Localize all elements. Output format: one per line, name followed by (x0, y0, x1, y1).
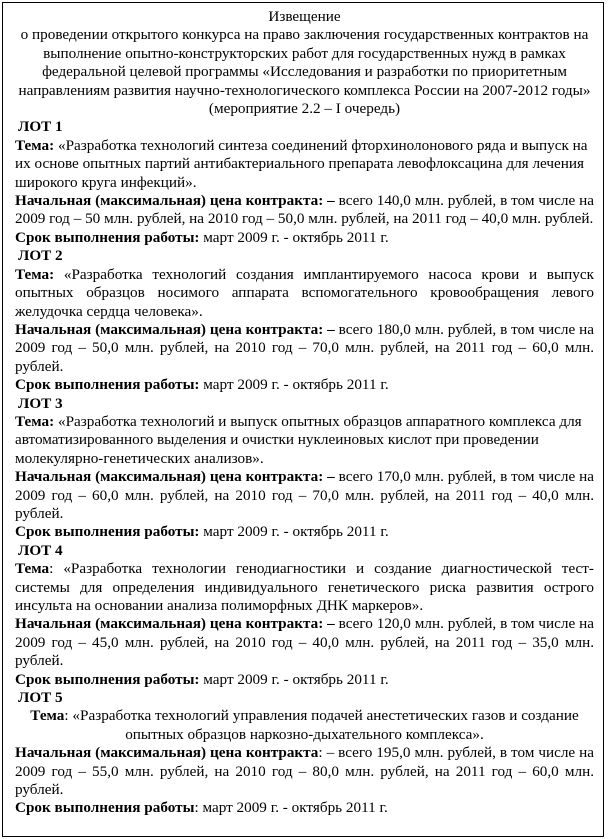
lot-price (15, 744, 594, 799)
term-text: март 2009 г. - октябрь 2011 г. (199, 670, 389, 688)
price-text: всего 140,0 млн. рублей, в том числе на 2009 год – 50 млн. рублей, на 2010 год – 50,0 млн. рублей, на 2011 год – 40,0 млн. рублей. (15, 192, 594, 228)
lot-title: ЛОТ 3 (18, 394, 63, 412)
term-text: март 2009 г. - октябрь 2011 г. (199, 523, 389, 541)
price-label: Начальная (максимальная) цена контракта: – (15, 615, 335, 633)
lot-theme (15, 413, 594, 468)
lot-price (15, 321, 594, 376)
lot-term (15, 671, 594, 689)
lot-title: ЛОТ 2 (18, 247, 63, 265)
theme-label: Тема: (15, 136, 55, 154)
price-label: Начальная (максимальная) цена контракта: – (15, 468, 335, 486)
theme-text: : «Разработка технологий управления подачей анестетических газов и создание опытных образцов наркозно-дыхательного комплекса». (64, 707, 579, 743)
lot-theme (15, 560, 594, 615)
lot-theme (15, 137, 594, 192)
price-label: Начальная (максимальная) цена контракта: – (15, 192, 335, 210)
term-label: Срок выполнения работы: (15, 228, 200, 246)
theme-label: Тема: (15, 265, 55, 283)
lot-1 (15, 118, 594, 247)
notice-title: Извещение (268, 8, 341, 25)
notice-heading: о проведении открытого конкурса на право заключения государственных контрактов на выполнение опытно-конструкторских работ для государственных нужд в рамках федеральной целевой программы «Исследования и разработки по приоритетным направлениям развития научно-технологического комплекса России на 2007-2012 годы» (мероприятие 2.2 – I очередь) (18, 26, 591, 118)
lot-term (15, 799, 594, 817)
theme-label: Тема (15, 560, 50, 578)
price-text: всего 170,0 млн. рублей, в том числе на 2009 год – 60,0 млн. рублей, на 2010 год – 70,0 млн. рублей, на 2011 год – 40,0 млн. рублей. (15, 468, 594, 522)
term-text: март 2009 г. - октябрь 2011 г. (199, 376, 389, 394)
term-text: : март 2009 г. - октябрь 2011 г. (194, 799, 388, 817)
theme-text: «Разработка технологий синтеза соединений фторхинолонового ряда и выпуск на их основе опытных партий антибактериального препарата левофлоксацина для лечения широкого круга инфекций». (15, 136, 588, 191)
lot-theme (15, 266, 594, 321)
lot-term (15, 229, 594, 247)
price-text: всего 180,0 млн. рублей, в том числе на 2009 год – 50,0 млн. рублей, на 2010 год – 70,0 млн. рублей, на 2011 год – 60,0 млн. рублей. (15, 320, 594, 375)
lot-theme (15, 707, 594, 744)
price-text: всего 120,0 млн. рублей, в том числе на 2009 год – 45,0 млн. рублей, на 2010 год – 40,0 млн. рублей, на 2011 год – 35,0 млн. рублей. (15, 615, 594, 670)
lot-term (15, 523, 594, 541)
lot-price (15, 468, 594, 523)
theme-label: Тема: (15, 412, 55, 430)
lot-title: ЛОТ 1 (18, 118, 63, 136)
theme-label: Тема (30, 707, 65, 725)
theme-text: «Разработка технологий создания имплантируемого насоса крови и выпуск опытных образцов носимого аппарата вспомогательного кровообращения левого желудочка сердца человека». (15, 265, 594, 320)
notice-document (2, 2, 604, 837)
lot-price (15, 615, 594, 670)
lot-2 (15, 247, 594, 394)
lot-5 (15, 689, 594, 818)
price-label: Начальная (максимальная) цена контракта: – (15, 320, 335, 338)
term-label: Срок выполнения работы (15, 799, 195, 817)
theme-text: «Разработка технологий и выпуск опытных образцов аппаратного комплекса для автоматизированного выделения и очистки нуклеиновых кислот при проведении молекулярно-генетических анализов». (15, 412, 582, 467)
lot-price (15, 192, 594, 229)
term-label: Срок выполнения работы: (15, 376, 200, 394)
term-text: март 2009 г. - октябрь 2011 г. (199, 228, 389, 246)
lot-term (15, 376, 594, 394)
lot-title: ЛОТ 5 (18, 689, 63, 707)
term-label: Срок выполнения работы: (15, 670, 200, 688)
lot-title: ЛОТ 4 (18, 541, 63, 559)
theme-text: : «Разработка технологии генодиагностики и создание диагностической тест-системы для определения индивидуального генетического риска развития острого инсульта на основании анализа полиморфных ДНК маркеров». (15, 560, 594, 614)
lot-3 (15, 395, 594, 542)
term-label: Срок выполнения работы: (15, 523, 200, 541)
price-label: Начальная (максимальная) цена контракта (15, 744, 319, 762)
price-text: : – всего 195,0 млн. рублей, в том числе на 2009 год – 55,0 млн. рублей, на 2010 год – 80,0 млн. рублей, на 2011 год – 60,0 млн. рублей. (15, 744, 594, 799)
lot-4 (15, 542, 594, 689)
